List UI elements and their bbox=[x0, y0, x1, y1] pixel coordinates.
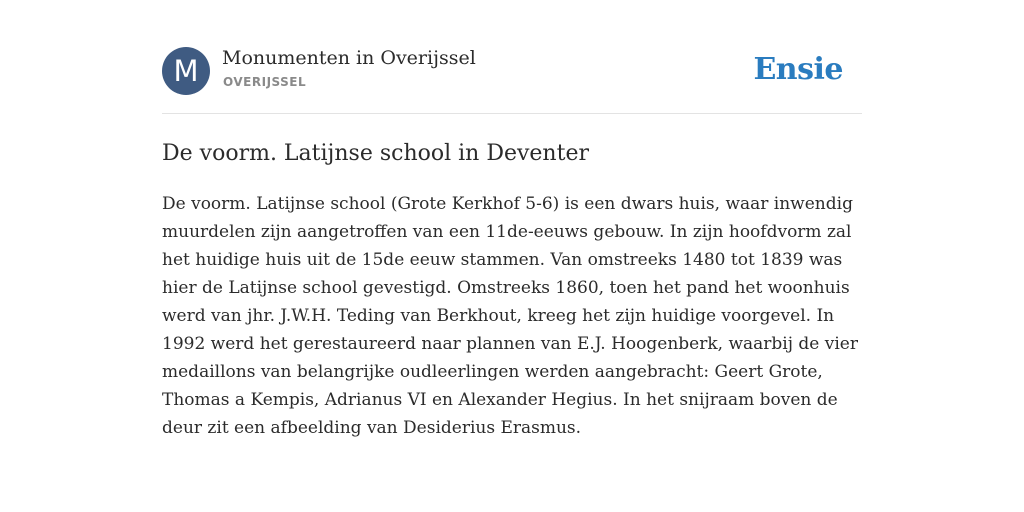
body-line: hier de Latijnse school gevestigd. Omstreeks 1860, toen het pand het woonhuis bbox=[162, 278, 850, 298]
body-line: deur zit een afbeelding van Desiderius Erasmus. bbox=[162, 418, 582, 438]
body-line: medaillons van belangrijke oudleerlingen werden aangebracht: Geert Grote, bbox=[162, 362, 823, 382]
body-line: 1992 werd het gerestaureerd naar plannen van E.J. Hoogenberk, waarbij de vier bbox=[162, 334, 858, 354]
body-line: het huidige huis uit de 15de eeuw stammen. Van omstreeks 1480 tot 1839 was bbox=[162, 250, 843, 270]
body-line: werd van jhr. J.W.H. Teding van Berkhout, kreeg het zijn huidige voorgevel. In bbox=[162, 306, 835, 326]
body-line: muurdelen zijn aangetroffen van een 11de-eeuws gebouw. In zijn hoofdvorm zal bbox=[162, 222, 852, 242]
brand-logo[interactable]: Ensie bbox=[753, 52, 843, 87]
avatar[interactable]: M bbox=[162, 47, 210, 95]
article-title: De voorm. Latijnse school in Deventer bbox=[162, 141, 589, 166]
site-title[interactable]: Monumenten in Overijssel bbox=[222, 47, 476, 69]
divider bbox=[162, 113, 862, 114]
header bbox=[162, 46, 862, 96]
body-line: De voorm. Latijnse school (Grote Kerkhof 5-6) is een dwars huis, waar inwendig bbox=[162, 194, 853, 214]
body-line: Thomas a Kempis, Adrianus VI en Alexander Hegius. In het snijraam boven de bbox=[162, 390, 838, 410]
site-subtitle[interactable]: OVERIJSSEL bbox=[223, 75, 307, 89]
article-body bbox=[162, 190, 862, 442]
